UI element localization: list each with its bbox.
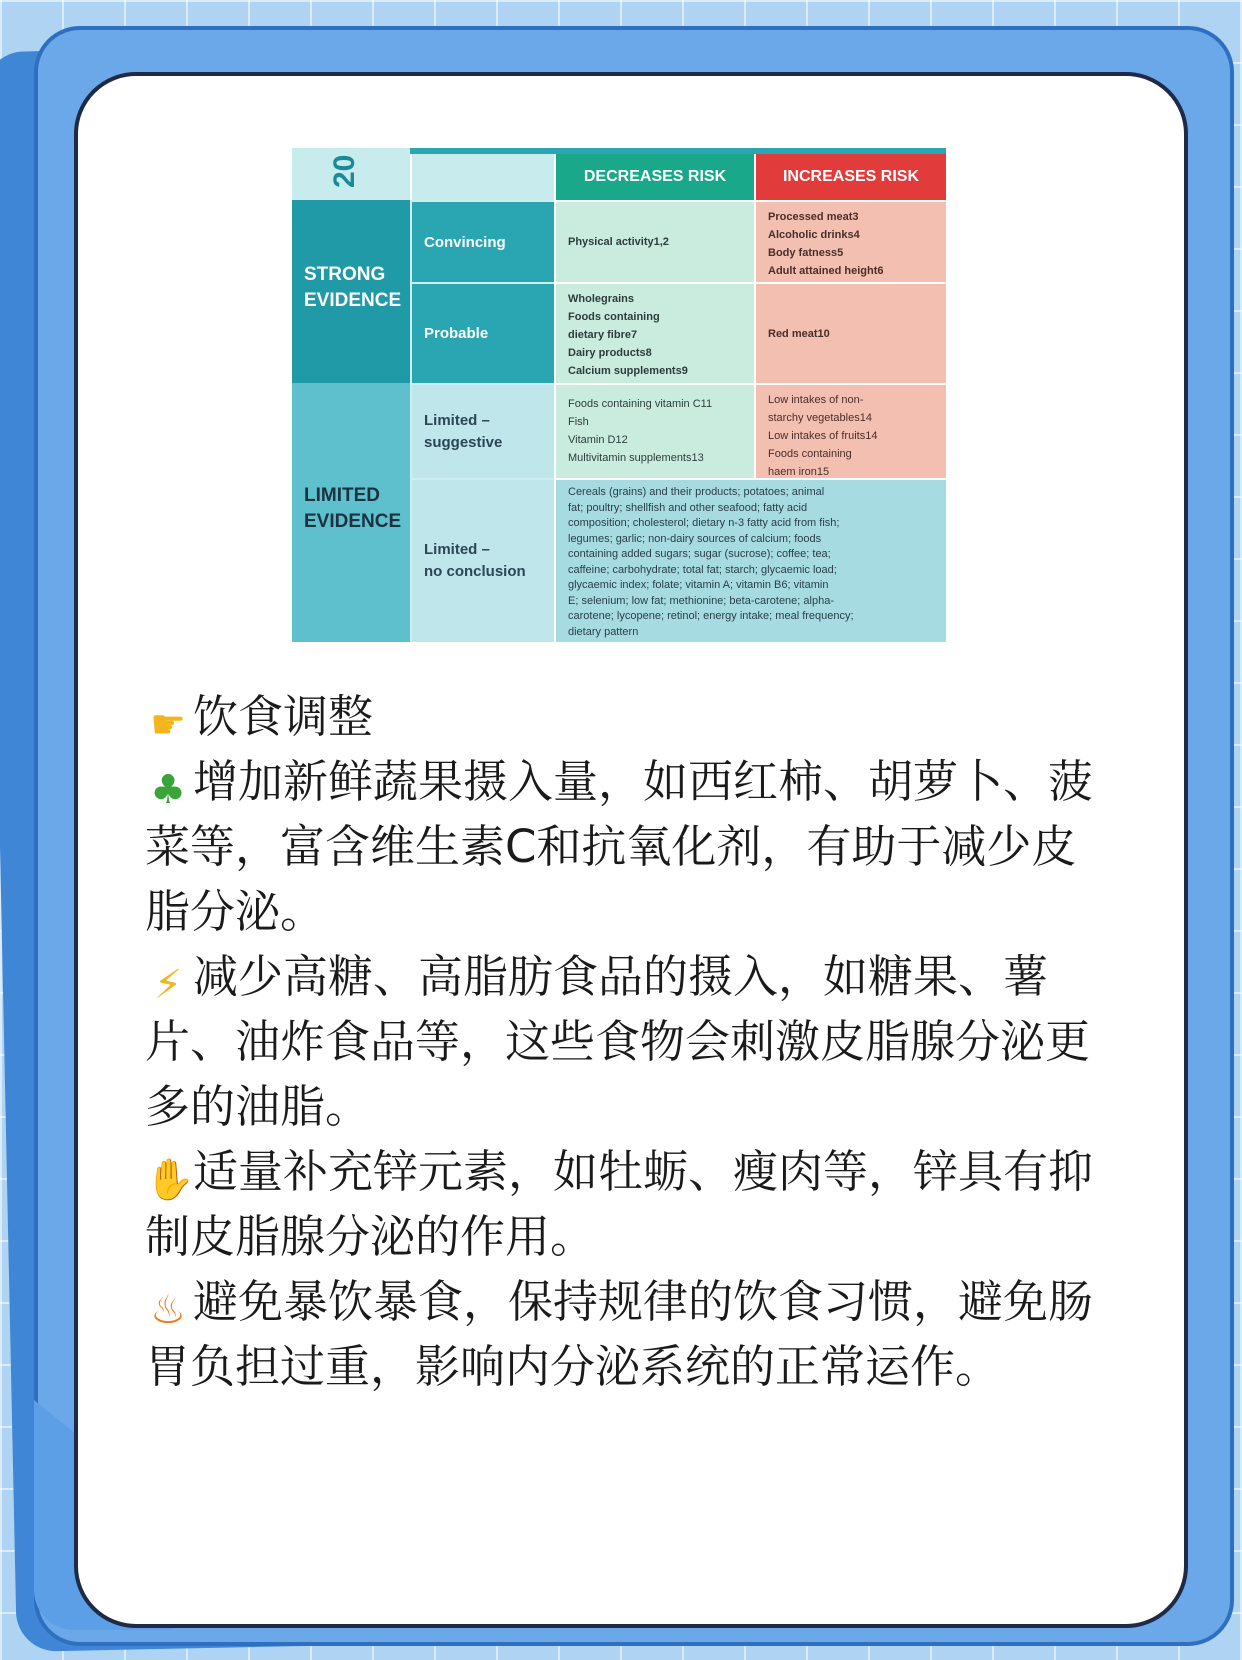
table-blank-header: [410, 148, 554, 200]
pointing-hand-icon: ☛: [150, 702, 186, 748]
cell-line: fat; poultry; shellfish and other seafood; fatty acid: [568, 501, 808, 514]
cell-line: Processed meat3: [768, 211, 859, 223]
cell-line: Alcoholic drinks4: [768, 229, 860, 241]
cell-line: Body fatness5: [768, 247, 844, 259]
tip-text: 增加新鲜蔬果摄入量，如西红柿、胡萝卜、菠菜等，富含维生素C和抗氧化剂，有助于减少皮脂分泌。: [145, 755, 1094, 938]
tip-text: 减少高糖、高脂肪食品的摄入，如糖果、薯片、油炸食品等，这些食物会刺激皮脂腺分泌更多的油脂。: [145, 950, 1091, 1133]
cell-line: Cereals (grains) and their products; potatoes; animal: [568, 486, 825, 498]
corner-number: 20: [328, 154, 361, 188]
suggestive-line-1: Limited –: [424, 411, 490, 429]
cell-line: haem iron15: [768, 466, 830, 478]
header-increases-risk: INCREASES RISK: [754, 154, 946, 200]
no-conclusion-line-1: Limited –: [424, 541, 490, 558]
cell-line: Foods containing: [568, 311, 660, 323]
level-limited-no-conclusion: [410, 478, 554, 642]
cell-line: caffeine; carbohydrate; total fat; starch; glycaemic load;: [568, 563, 837, 576]
tip-text: 适量补充锌元素，如牡蛎、瘦肉等，锌具有抑制皮脂腺分泌的作用。: [145, 1145, 1094, 1263]
level-convincing: Convincing: [410, 200, 554, 282]
thumbs-up-icon: ✋: [145, 1157, 195, 1203]
cell-line: Low intakes of non-: [768, 394, 864, 406]
cell-line: Calcium supplements9: [568, 365, 688, 377]
tip-item: [145, 1139, 1105, 1269]
limited-line-1: LIMITED: [304, 485, 380, 506]
level-limited-suggestive: [410, 383, 554, 478]
cell-line: Vitamin D12: [568, 434, 628, 446]
section-heading: [145, 684, 1105, 749]
cell-line: Fish: [568, 416, 589, 428]
cell-line: legumes; garlic; non-dairy sources of calcium; foods: [568, 532, 822, 545]
header-decreases-risk: DECREASES RISK: [554, 154, 754, 200]
lightning-icon: ⚡: [153, 962, 183, 1008]
cell-line: E; selenium; low fat; methionine; beta-carotene; alpha-: [568, 594, 834, 607]
cell-line: starchy vegetables14: [768, 412, 872, 424]
cell-line: Dairy products8: [568, 347, 652, 359]
cell-line: composition; cholesterol; dietary n-3 fatty acid from fish;: [568, 517, 840, 529]
limited-line-2: EVIDENCE: [304, 511, 402, 532]
evidence-table-image: [292, 148, 946, 642]
heading-text: 饮食调整: [193, 690, 374, 743]
probable-decreases-cell: [554, 282, 754, 383]
probable-increases-cell: Red meat10: [754, 282, 946, 383]
tip-text: 避免暴饮暴食，保持规律的饮食习惯，避免肠胃负担过重，影响内分泌系统的正常运作。: [145, 1275, 1094, 1393]
suggestive-line-2: suggestive: [424, 433, 503, 451]
tip-item: [145, 749, 1105, 944]
level-probable: Probable: [410, 282, 554, 383]
no-conclusion-cell: [554, 478, 946, 642]
cell-line: dietary fibre7: [568, 329, 638, 341]
convincing-decreases-cell: Physical activity1,2: [554, 200, 754, 282]
no-conclusion-line-2: no conclusion: [424, 563, 526, 580]
cell-line: carotene; lycopene; retinol; energy intake; meal frequency;: [568, 610, 854, 622]
cell-line: Low intakes of fruits14: [768, 430, 878, 442]
cell-line: Foods containing: [768, 448, 852, 460]
cell-line: Wholegrains: [568, 293, 635, 305]
article-content: [145, 684, 1105, 1399]
suggestive-increases-cell: [754, 383, 946, 478]
fire-icon: ♨: [150, 1287, 186, 1333]
cell-line: Adult attained height6: [768, 265, 884, 277]
cell-line: containing added sugars; sugar (sucrose); coffee; tea;: [568, 548, 831, 560]
table-corner: [292, 148, 410, 200]
tip-item: [145, 944, 1105, 1139]
suggestive-decreases-cell: [554, 383, 754, 478]
strong-line-1: STRONG: [304, 264, 386, 285]
cell-line: dietary pattern: [568, 625, 639, 638]
section-strong-evidence: [292, 200, 410, 383]
cell-line: Multivitamin supplements13: [568, 452, 704, 464]
section-limited-evidence: [292, 383, 410, 642]
convincing-increases-cell: [754, 200, 946, 282]
tip-item: [145, 1269, 1105, 1399]
cell-line: Foods containing vitamin C11: [568, 398, 713, 410]
sprout-icon: ♣: [150, 767, 186, 813]
strong-line-2: EVIDENCE: [304, 290, 402, 311]
cell-line: glycaemic index; folate; vitamin A; vitamin B6; vitamin: [568, 579, 829, 591]
